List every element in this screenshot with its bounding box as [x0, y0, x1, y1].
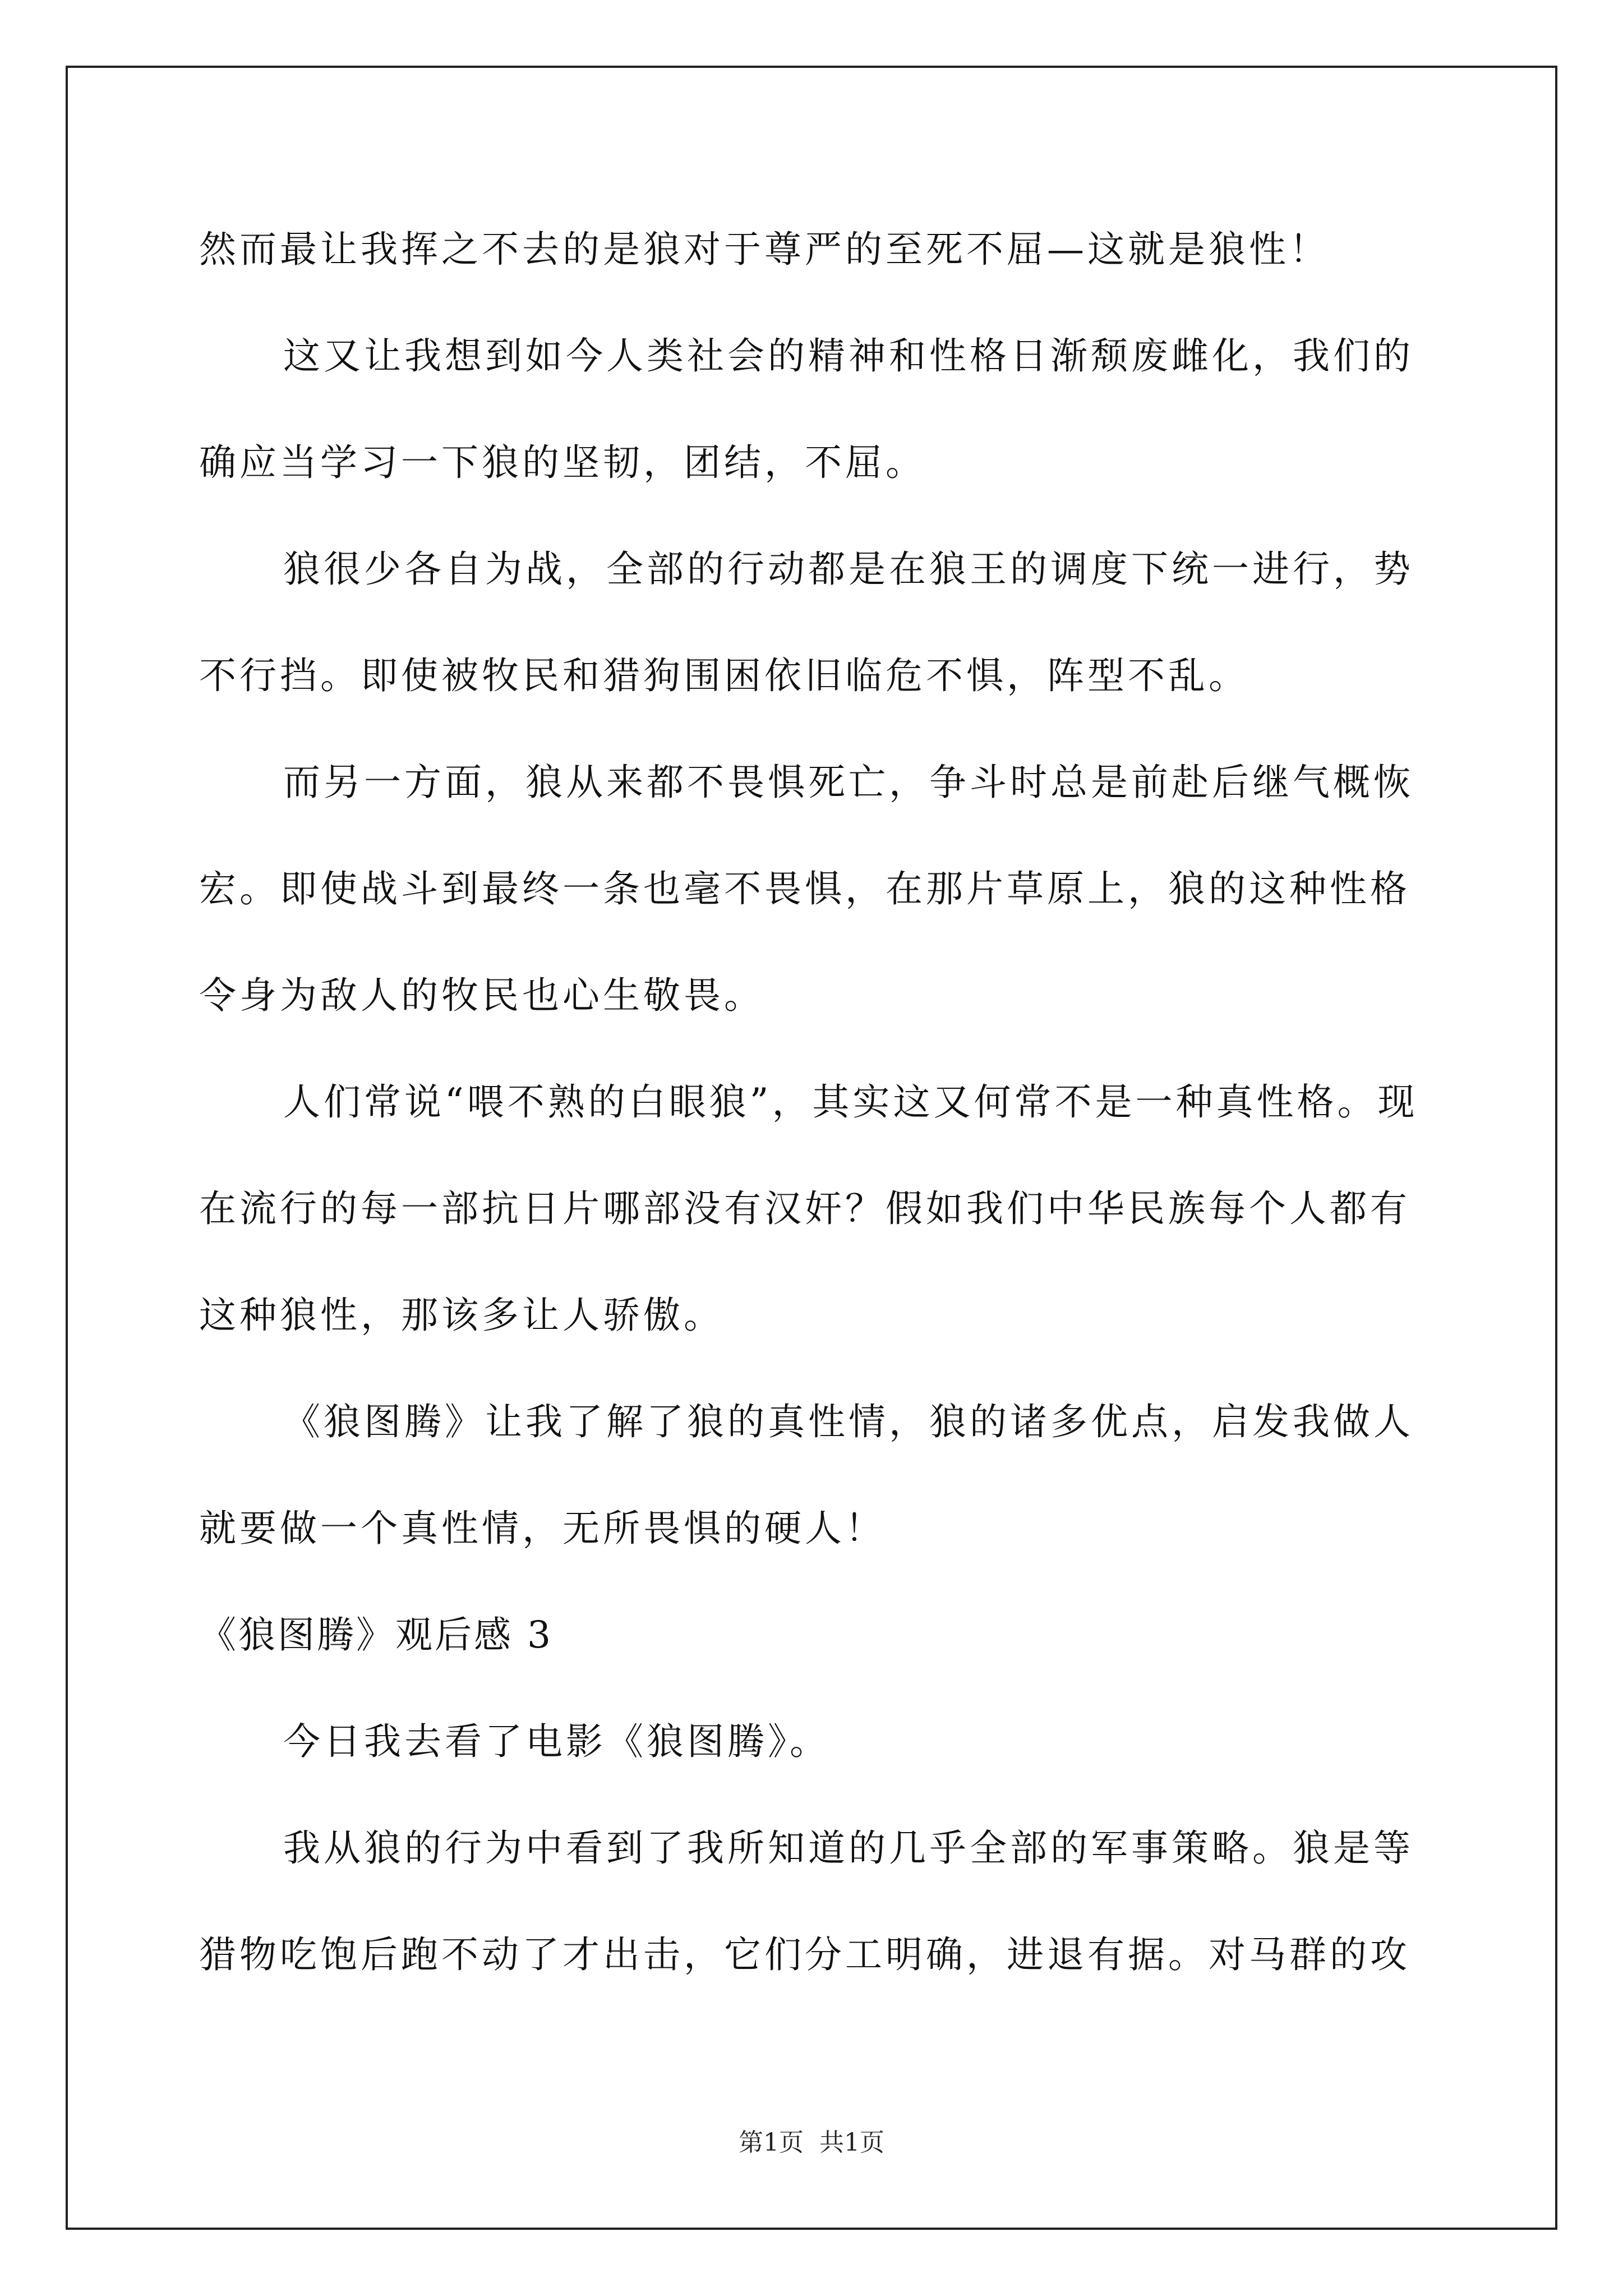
paragraph-first-line: 《狼图腾》让我了解了狼的真性情，狼的诸多优点，启发我做人: [283, 1400, 1414, 1443]
text-line: 然而最让我挥之不去的是狼对于尊严的至死不屈—这就是狼性！: [199, 228, 1330, 271]
paragraph-first-line: 人们常说“喂不熟的白眼狼”，其实这又何常不是一种真性格。现: [283, 1080, 1418, 1124]
page-total: 共1页: [819, 2128, 884, 2157]
paragraph-first-line: 而另一方面，狼从来都不畏惧死亡，争斗时总是前赴后继气概恢: [283, 761, 1414, 804]
text-line: 就要做一个真性情，无所畏惧的硬人！: [199, 1507, 886, 1550]
paragraph-first-line: 这又让我想到如今人类社会的精神和性格日渐颓废雌化，我们的: [283, 334, 1414, 378]
text-line: 确应当学习一下狼的坚韧，团结，不屈。: [199, 441, 926, 484]
text-line: 这种狼性，那该多让人骄傲。: [199, 1294, 724, 1337]
paragraph-first-line: 我从狼的行为中看到了我所知道的几乎全部的军事策略。狼是等: [283, 1826, 1414, 1870]
page-number: 第1页: [739, 2128, 804, 2157]
paragraph-first-line: 狼很少各自为战，全部的行动都是在狼王的调度下统一进行，势: [283, 547, 1414, 591]
text-line: 猎物吃饱后跑不动了才出击，它们分工明确，进退有据。对马群的攻: [199, 1933, 1410, 1976]
text-line: 不行挡。即使被牧民和猎狗围困依旧临危不惧，阵型不乱。: [199, 654, 1249, 697]
section-heading: 《狼图腾》观后感 3: [199, 1613, 553, 1657]
paragraph-first-line: 今日我去看了电影《狼图腾》。: [283, 1720, 830, 1763]
text-line: 宏。即使战斗到最终一条也毫不畏惧，在那片草原上，狼的这种性格: [199, 867, 1410, 910]
text-line: 在流行的每一部抗日片哪部没有汉奸？假如我们中华民族每个人都有: [199, 1187, 1410, 1230]
page-border: [66, 66, 1557, 2230]
text-line: 令身为敌人的牧民也心生敬畏。: [199, 974, 764, 1017]
page-footer: [0, 2126, 1623, 2160]
